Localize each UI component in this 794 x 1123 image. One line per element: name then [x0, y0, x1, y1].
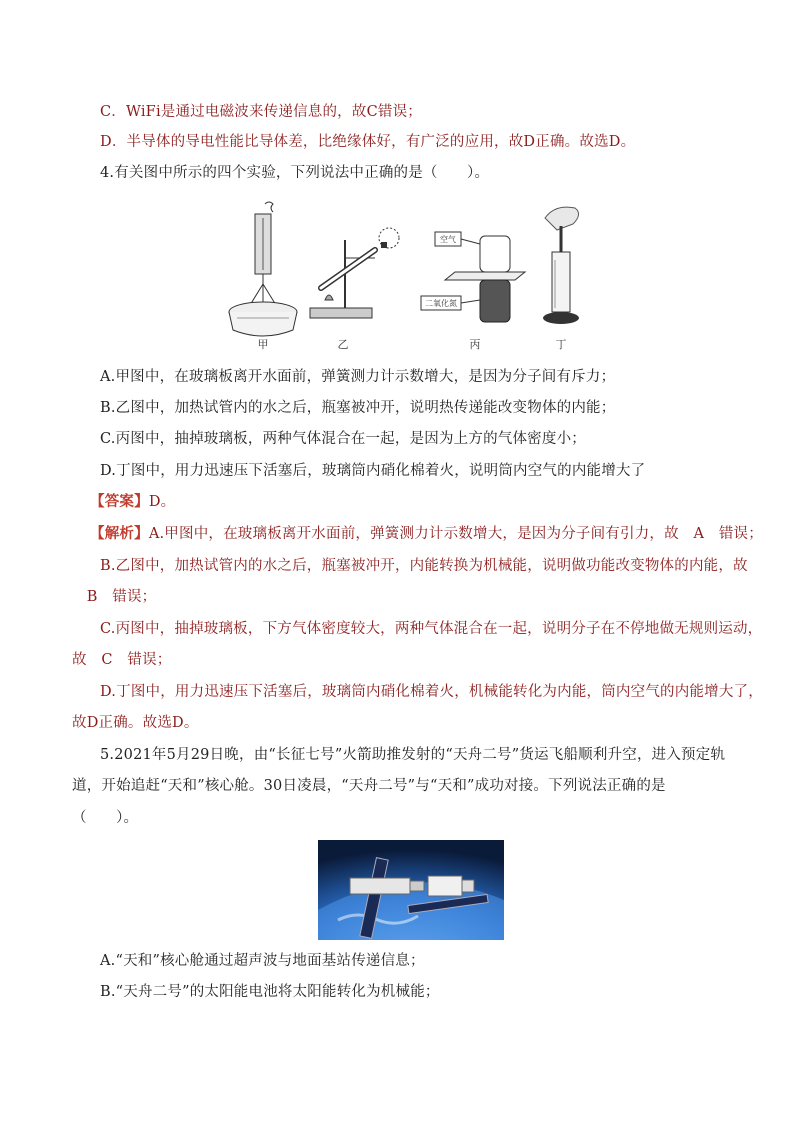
analysis-line-d-cont: 故D正确。故选D。: [72, 715, 199, 731]
answer-line-d: D．半导体的导电性能比导体差，比绝缘体好，有广泛的应用，故D正确。故选D。: [100, 134, 636, 150]
space-station-photo: [318, 840, 504, 940]
analysis-line-c: C.丙图中，抽掉玻璃板，下方气体密度较大，两种气体混合在一起，说明分子在不停地做无规则运动，: [100, 621, 763, 637]
label-bing: 丙: [469, 338, 481, 351]
q5-option-b: B.“天舟二号”的太阳能电池将太阳能转化为机械能；: [100, 984, 440, 1000]
label-yi: 乙: [337, 338, 349, 351]
q5-option-a: A.“天和”核心舱通过超声波与地面基站传递信息；: [100, 953, 425, 969]
answer-line-c: C．WiFi是通过电磁波来传递信息的，故C错误；: [100, 104, 422, 120]
analysis-line-b-cont: B 错误；: [72, 589, 157, 605]
analysis-tag: 【解析】: [90, 525, 149, 542]
label-jia: 甲: [257, 338, 269, 351]
answer-line: [90, 492, 175, 512]
gas-jars-drawing: [421, 232, 525, 322]
question-5-line-1: 5.2021年5月29日晚，由“长征七号”火箭助推发射的“天舟二号”货运飞船顺利升空，进入预定轨: [100, 747, 726, 763]
option-a: A.甲图中，在玻璃板离开水面前，弹簧测力计示数增大，是因为分子间有斥力；: [100, 369, 616, 385]
option-b: B.乙图中，加热试管内的水之后，瓶塞被冲开，说明热传递能改变物体的内能；: [100, 400, 616, 416]
answer-text: D。: [148, 494, 176, 510]
analysis-line-b: B.乙图中，加热试管内的水之后，瓶塞被冲开，内能转换为机械能，说明做功能改变物体的内能，故: [100, 558, 748, 574]
analysis-line-d: D.丁图中，用力迅速压下活塞后，玻璃筒内硝化棉着火，机械能转化为内能，筒内空气的内能增大了，: [100, 684, 763, 700]
analysis-line-c-cont: 故 C 错误；: [72, 652, 172, 668]
label-ding: 丁: [555, 338, 567, 351]
option-d: D.丁图中，用力迅速压下活塞后，玻璃筒内硝化棉着火，说明筒内空气的内能增大了: [100, 463, 646, 479]
test-tube-stand-drawing: [310, 228, 399, 318]
pump-hand-drawing: [543, 207, 579, 324]
spring-scale-dish-drawing: [229, 202, 297, 336]
question-5-line-3: （ ）。: [72, 810, 139, 826]
option-c: C.丙图中，抽掉玻璃板，两种气体混合在一起，是因为上方的气体密度小；: [100, 431, 586, 447]
analysis-line-a: [90, 524, 763, 544]
question-5-line-2: 道，开始追赶“天和”核心舱。30日凌晨，“天舟二号”与“天和”成功对接。下列说法正确的是: [72, 778, 666, 794]
analysis-a-text: A.甲图中，在玻璃板离开水面前，弹簧测力计示数增大，是因为分子间有引力，故 A 错误；: [148, 526, 763, 542]
no2-label: 二氧化氮: [425, 299, 457, 308]
experiment-figure: [225, 200, 595, 352]
question-4-stem: 4.有关图中所示的四个实验，下列说法中正确的是（ ）。: [100, 165, 490, 181]
air-label: 空气: [440, 235, 456, 244]
answer-tag: 【答案】: [90, 493, 149, 510]
